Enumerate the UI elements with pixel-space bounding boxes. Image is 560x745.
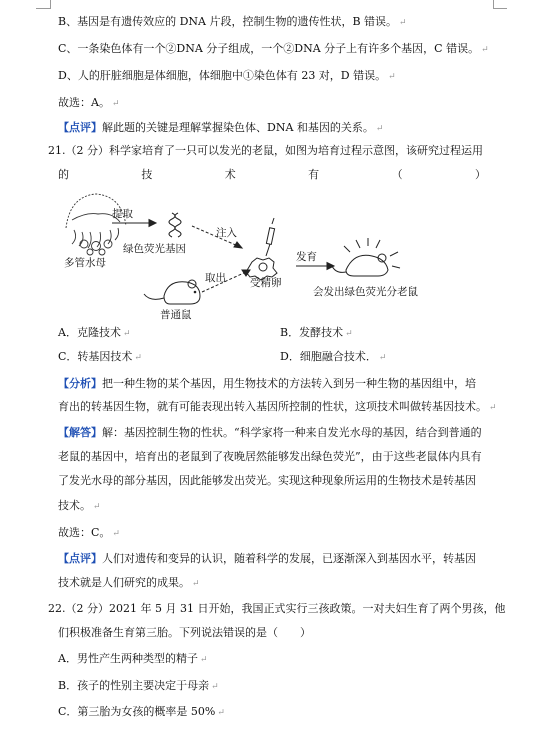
label-glowing-mouse: 会发出绿色荧光分老鼠	[313, 286, 418, 298]
q21-comment-cont: 技术就是人们研究的成果。 ↵	[58, 576, 200, 589]
q21-option-b: B．发酵技术 ↵	[280, 326, 353, 339]
label-extract: 提取	[112, 208, 133, 220]
jellyfish-illustration	[66, 194, 126, 255]
q20-option-b: B、基因是有遗传效应的 DNA 片段，控制生物的遗传性状，B 错误。 ↵	[58, 15, 407, 28]
q21-solution-cont-3: 技术。 ↵	[58, 499, 101, 512]
q20-answer: 故选：A。 ↵	[58, 96, 120, 109]
q21-stem-char: 有	[308, 168, 320, 181]
q21-solution-cont-2: 了发光水母的部分基因，因此能够发出荧光。实现这种现象所运用的生物技术是转基因	[58, 474, 476, 487]
label-gene: 绿色荧光基因	[123, 243, 186, 255]
q21-solution-cont-1: 老鼠的基因中，培育出的老鼠到了夜晚居然能够发出绿色荧光”，由于这些老鼠体内具有	[58, 450, 482, 463]
q21-analysis-cont: 育出的转基因生物，就有可能表现出转入基因所控制的性状，这项技术叫做转基因技术。 ↵	[58, 400, 497, 413]
q21-stem-char: 的	[58, 168, 69, 181]
q21-stem-char: ）	[474, 168, 486, 181]
q21-solution: 【解答】解：基因控制生物的性状。“科学家将一种来自发光水母的基因，结合到普通的	[58, 426, 482, 439]
q22-option-c: C．第三胎为女孩的概率是 50% ↵	[58, 705, 225, 718]
gene-icon	[169, 213, 181, 237]
label-develop: 发育	[296, 251, 317, 263]
q21-stem: 21.（2 分）科学家培育了一只可以发光的老鼠，如图为培育过程示意图，该研究过程运用	[48, 144, 483, 157]
q21-option-c: C．转基因技术 ↵	[58, 350, 142, 363]
q22-option-b: B．孩子的性别主要决定于母亲 ↵	[58, 679, 219, 692]
q22-option-a: A．男性产生两种类型的精子 ↵	[58, 652, 208, 665]
q22-stem: 22.（2 分）2021 年 5 月 31 日开始，我国正式实行三孩政策。一对夫妇生育了两个男孩，他	[48, 602, 506, 615]
q21-option-a: A．克隆技术 ↵	[58, 326, 131, 339]
label-take-out: 取出	[205, 272, 226, 284]
glowing-mouse-illustration	[332, 238, 400, 276]
pipette-icon	[266, 218, 275, 256]
q21-answer: 故选：C。 ↵	[58, 526, 120, 539]
q21-stem-char: 技	[141, 168, 153, 181]
q21-analysis: 【分析】把一种生物的某个基因，用生物技术的方法转入到另一种生物的基因组中，培	[58, 377, 476, 390]
q21-stem-char: 术	[224, 168, 236, 181]
q21-option-d: D．细胞融合技术． ↵	[280, 350, 387, 363]
q21-comment: 【点评】人们对遗传和变异的认识，随着科学的发展，已逐渐深入到基因水平，转基因	[58, 552, 476, 565]
label-normal-mouse: 普通鼠	[160, 309, 192, 321]
label-jellyfish: 多管水母	[64, 257, 106, 269]
label-fertilized-egg: 受精卵	[250, 277, 282, 289]
q20-option-c: C、一条染色体有一个②DNA 分子组成，一个②DNA 分子上有许多个基因，C 错误。 ↵	[58, 42, 489, 55]
q20-option-d: D、人的肝脏细胞是体细胞，体细胞中①染色体有 23 对，D 错误。 ↵	[58, 69, 396, 82]
label-inject: 注入	[216, 227, 237, 239]
q22-stem-cont: 们积极准备生育第三胎。下列说法错误的是（ ）	[58, 626, 311, 639]
normal-mouse-illustration	[144, 280, 200, 304]
q20-comment: 【点评】解此题的关键是理解掌握染色体、DNA 和基因的关系。 ↵	[58, 121, 384, 134]
q21-stem-char: （	[391, 168, 403, 181]
